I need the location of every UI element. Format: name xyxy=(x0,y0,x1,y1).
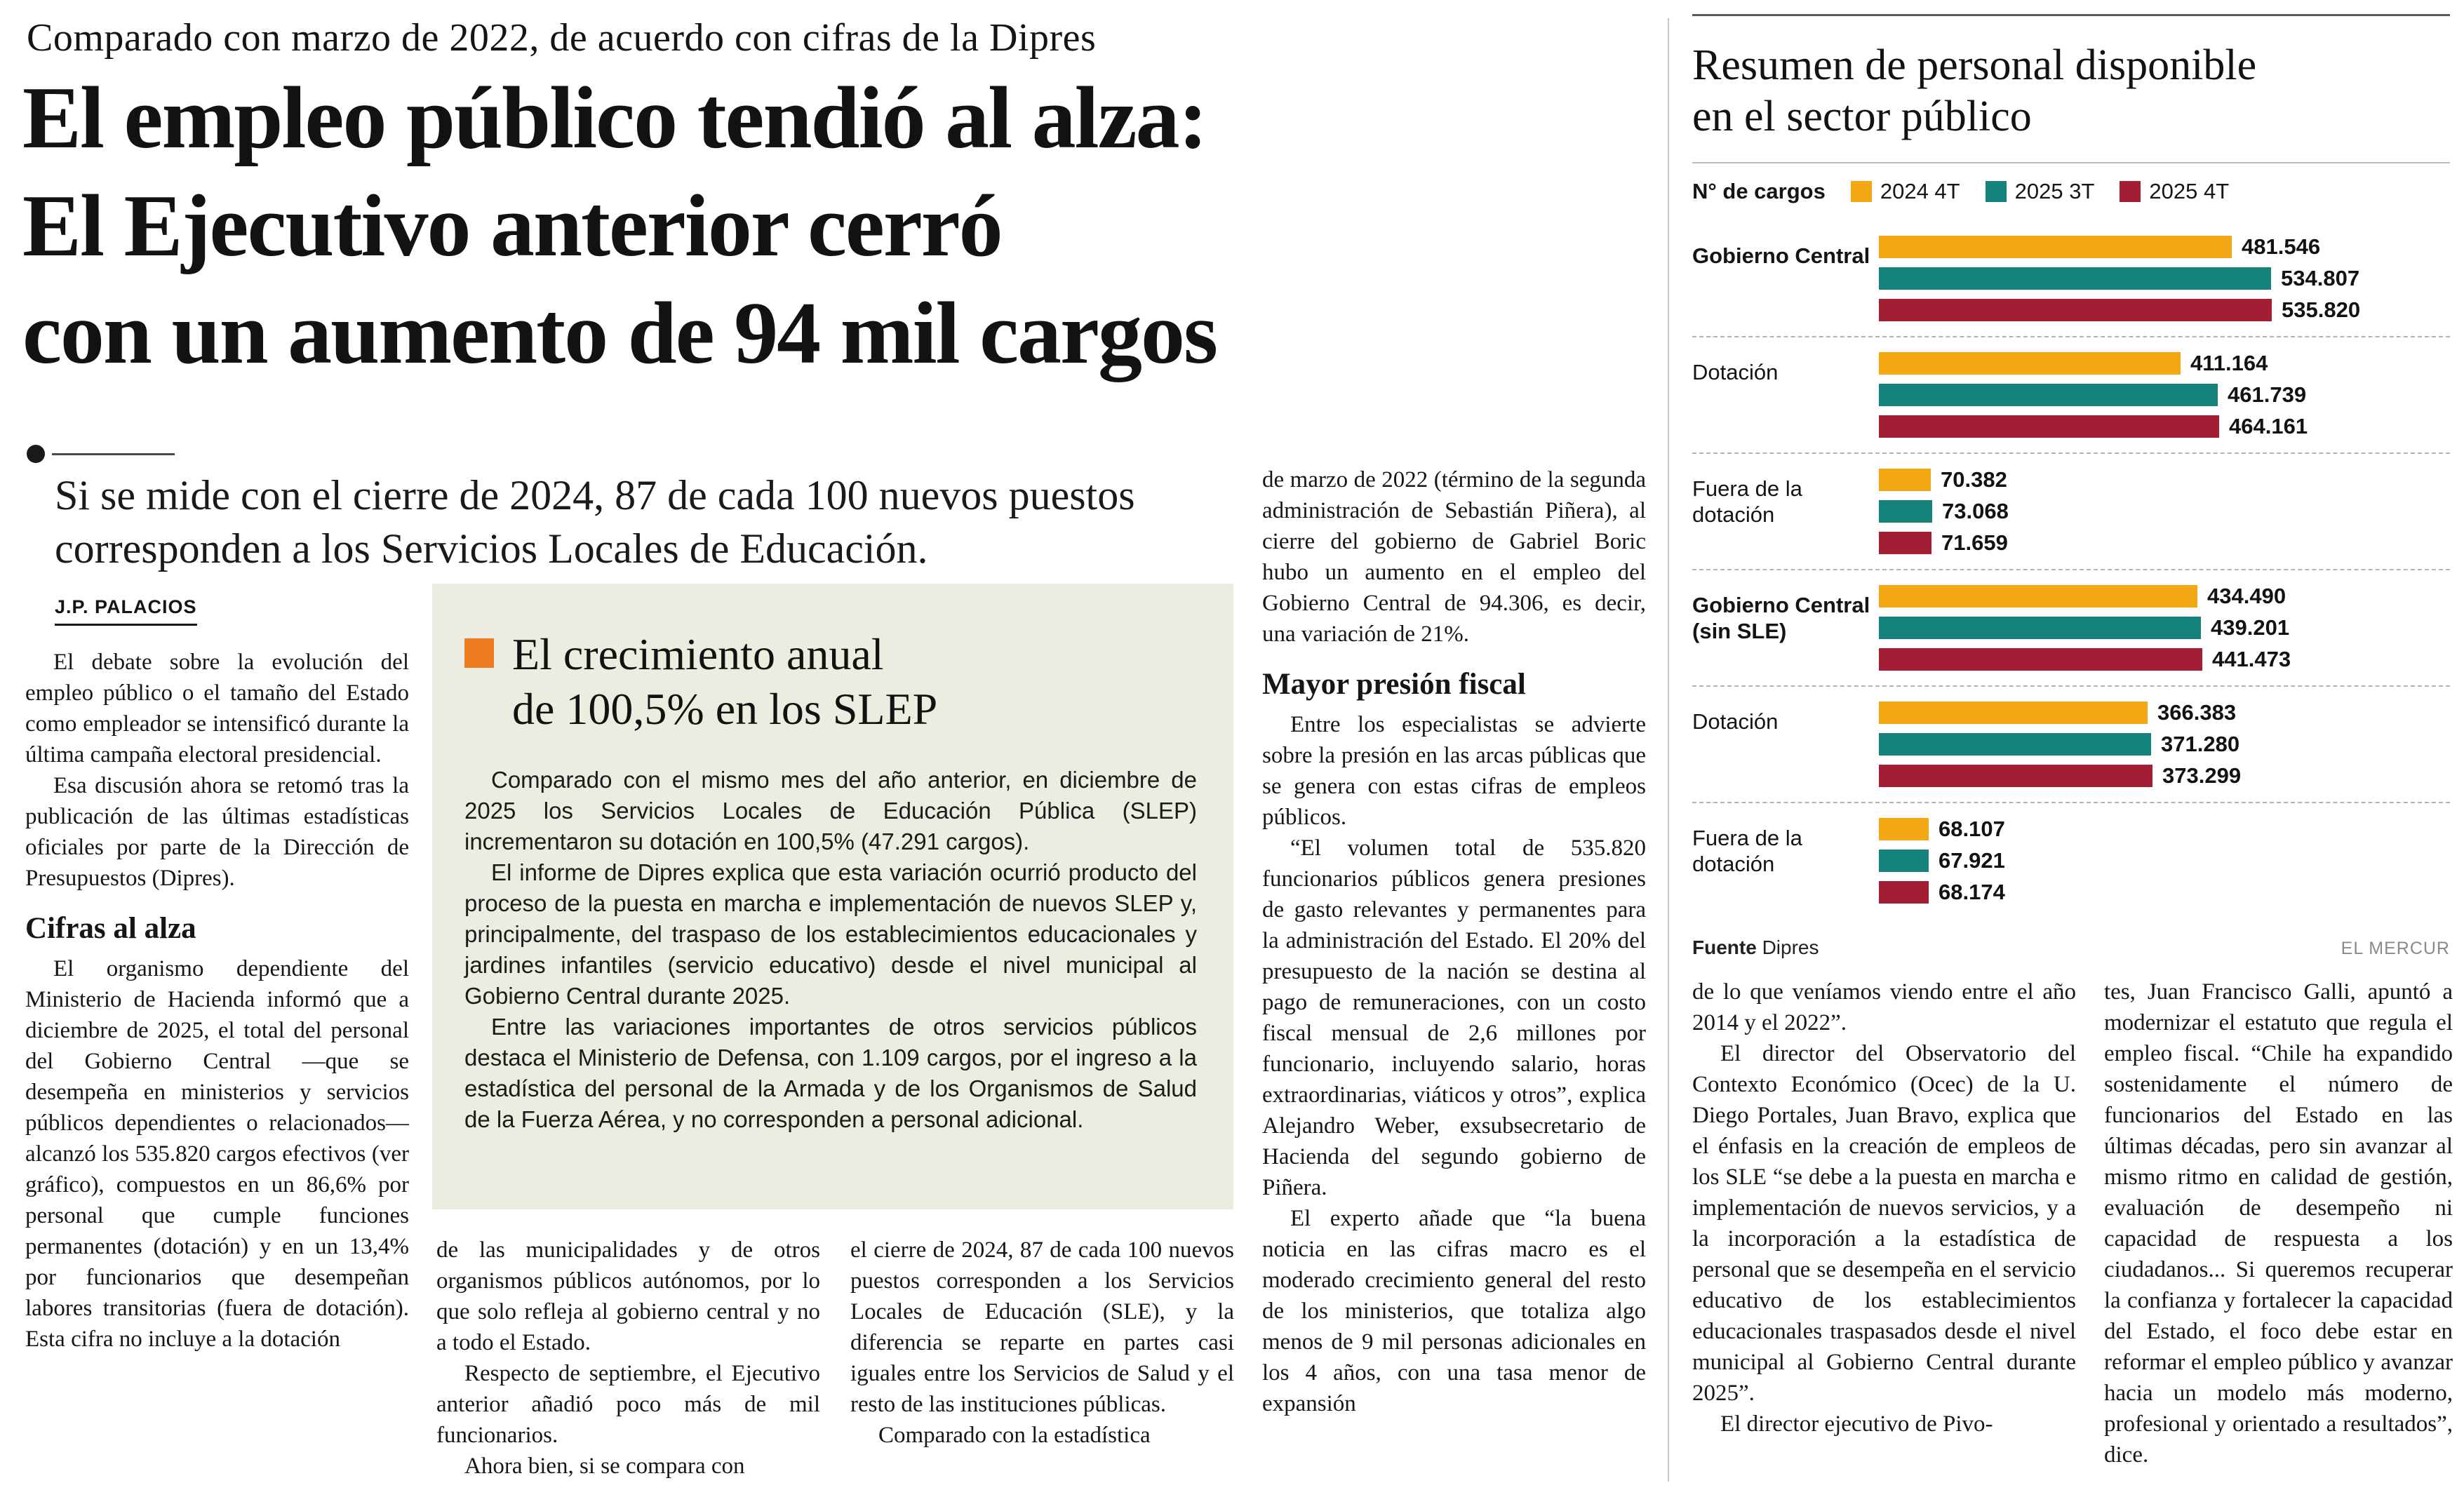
chart-group xyxy=(1692,337,2450,454)
chart-bar xyxy=(1879,532,1931,554)
chart-category-label: Dotación xyxy=(1692,360,1779,385)
chart-bar-row xyxy=(1879,848,2450,873)
article-column-1 xyxy=(25,647,409,1490)
chart-bar-row xyxy=(1879,732,2450,757)
chart-groups xyxy=(1692,221,2450,918)
chart-panel xyxy=(1692,14,2450,959)
chart-bar xyxy=(1879,469,1931,491)
chart-source xyxy=(1692,937,1819,959)
chart-category-label: Gobierno Central (sin SLE) xyxy=(1692,593,1870,644)
box-title-row xyxy=(464,627,1197,737)
legend-swatch-icon xyxy=(1986,181,2007,202)
chart-bar-row xyxy=(1879,266,2450,291)
legend-swatch-icon xyxy=(1851,181,1872,202)
article-column-3 xyxy=(850,1235,1234,1490)
chart-bar-row xyxy=(1879,880,2450,905)
section-subhead-presion: Mayor presión fiscal xyxy=(1262,668,1526,701)
paragraph: Entre los especialistas se advierte sobre la presión en las arcas públicas que se genera con estas cifras de empleos públicos. xyxy=(1262,712,1646,831)
chart-bar-value: 411.164 xyxy=(2190,351,2268,376)
article-column-5 xyxy=(1692,976,2076,1490)
paragraph: de marzo de 2022 (término de la segunda administración de Sebastián Piñera), al cierre del gobierno de Gabriel Boric hubo un aumento en el empleo del Gobierno Central de 94.306, es decir, una variación de 21%. xyxy=(1262,467,1646,647)
paragraph: Respecto de septiembre, el Ejecutivo anterior añadió poco más de mil funcionarios. xyxy=(436,1361,820,1448)
chart-bar xyxy=(1879,733,2151,756)
paragraph: tes, Juan Francisco Galli, apuntó a modernizar el estatuto que regula el empleo fiscal. “Chile ha expandido sostenidamente el número de funcionarios del Estado en las últimas décadas, pero sin avanzar al mismo ritmo en calidad de gestión, evaluación de desempeño ni capacidad de respuesta a los ciudadanos... Si queremos recuperar la confianza y fortalecer la capacidad del Estado, el foco debe estar en reformar el empleo público y avanzar hacia un modelo más moderno, profesional y orientado a resultados”, dice. xyxy=(2104,979,2453,1468)
chart-bar-value: 67.921 xyxy=(1939,848,2005,873)
kicker: Comparado con marzo de 2022, de acuerdo con cifras de la Dipres xyxy=(27,16,1097,60)
chart-bar xyxy=(1879,850,1929,872)
box-title xyxy=(512,627,937,737)
column-divider xyxy=(1668,18,1669,1482)
chart-bar-stack xyxy=(1879,584,2450,672)
chart-source-label: Fuente xyxy=(1692,937,1757,959)
paragraph: El informe de Dipres explica que esta variación ocurrió producto del proceso de la puesta en marcha e implementación de nuevos SLEP y, principalmente, del traspaso de los establecimientos educacionales y jardines infantiles (servicio educativo) desde el nivel municipal al Gobierno Central durante 2025. xyxy=(464,859,1197,1009)
chart-top-rule xyxy=(1692,14,2450,16)
chart-bar-value: 366.383 xyxy=(2157,700,2237,725)
chart-bar-value: 441.473 xyxy=(2212,647,2291,672)
chart-bar-row xyxy=(1879,584,2450,609)
chart-bar-value: 461.739 xyxy=(2228,382,2307,408)
paragraph: Esa discusión ahora se retomó tras la publicación de las últimas estadísticas oficiales por parte de la Dirección de Presupuestos (Dipres). xyxy=(25,773,409,891)
box-title-line-1: El crecimiento anual xyxy=(512,629,884,679)
chart-title xyxy=(1692,40,2450,142)
chart-bar-value: 71.659 xyxy=(1941,530,2008,556)
legend-item xyxy=(1986,179,2095,204)
chart-bar-stack xyxy=(1879,817,2450,905)
paragraph: Comparado con la estadística xyxy=(878,1423,1151,1448)
chart-bar-row xyxy=(1879,414,2450,439)
paragraph: El organismo dependiente del Ministerio de Hacienda informó que a diciembre de 2025, el total del personal del Gobierno Central —que se desempeña en ministerios y servicios públicos dependientes o relacionados— alcanzó los 535.820 cargos efectivos (ver gráfico), compuestos en un 86,6% por personal que cumple funciones permanentes (dotación) y en un 13,4% por funcionarios que desempeñan labores transitorias (fuera de dotación). Esta cifra no incluye a la dotación xyxy=(25,956,409,1353)
legend-swatch-icon xyxy=(2120,181,2141,202)
chart-bar-row xyxy=(1879,297,2450,323)
chart-bar-row xyxy=(1879,467,2450,492)
paragraph: Comparado con el mismo mes del año anterior, en diciembre de 2025 los Servicios Locales de Educación Pública (SLEP) incrementaron su dotación en 100,5% (47.291 cargos). xyxy=(464,767,1197,855)
bullet-dot-icon xyxy=(27,445,45,463)
legend-title: N° de cargos xyxy=(1692,179,1826,204)
chart-title-line-2: en el sector público xyxy=(1692,93,2032,141)
chart-title-rule xyxy=(1692,162,2450,163)
paragraph: el cierre de 2024, 87 de cada 100 nuevos puestos corresponden a los Servicios Locales de Educación (SLE), y la diferencia se reparte en partes casi iguales entre los Servicios de Salud y el resto de las instituciones públicas. xyxy=(850,1237,1234,1417)
chart-bar-value: 70.382 xyxy=(1941,467,2007,492)
chart-title-line-1: Resumen de personal disponible xyxy=(1692,41,2257,89)
highlight-box xyxy=(432,584,1233,1209)
chart-bar-stack xyxy=(1879,700,2450,788)
chart-bar xyxy=(1879,585,2197,608)
chart-category-label: Dotación xyxy=(1692,709,1779,734)
chart-bar-value: 68.107 xyxy=(1939,817,2005,842)
chart-bar-row xyxy=(1879,615,2450,640)
divider-line xyxy=(52,453,175,455)
paragraph: de las municipalidades y de otros organismos públicos autónomos, por lo que solo refleja al gobierno central y no a todo el Estado. xyxy=(436,1237,820,1355)
byline: J.P. PALACIOS xyxy=(55,596,197,626)
legend-items xyxy=(1851,179,2229,204)
paragraph: “El volumen total de 535.820 funcionarios públicos genera presiones de gasto relevantes y permanentes para la administración del Estado. El 20% del presupuesto de la nación se destina al pago de remuneraciones, con un costo fiscal mensual de 2,6 millones por funcionario, incluyendo salario, horas extraordinarias, viáticos y otros”, explica Alejandro Weber, exsubsecretario de Hacienda del segundo gobierno de Piñera. xyxy=(1262,835,1646,1201)
legend-item xyxy=(2120,179,2229,204)
article-column-4 xyxy=(1262,464,1646,1490)
chart-bar-stack xyxy=(1879,234,2450,323)
chart-bar xyxy=(1879,236,2232,258)
paragraph: El director ejecutivo de Pivo- xyxy=(1720,1411,1993,1437)
headline-line-2: El Ejecutivo anterior cerró xyxy=(22,177,1002,275)
chart-bar-value: 73.068 xyxy=(1942,499,2009,524)
chart-bar-row xyxy=(1879,499,2450,524)
chart-bar-value: 371.280 xyxy=(2161,732,2240,757)
chart-legend xyxy=(1692,179,2450,204)
chart-bar-value: 464.161 xyxy=(2229,414,2308,439)
chart-category-label: Gobierno Central xyxy=(1692,243,1870,269)
chart-bar xyxy=(1879,299,2272,321)
chart-bar xyxy=(1879,881,1929,904)
headline xyxy=(22,65,1671,388)
chart-category-label: Fuera de la dotación xyxy=(1692,826,1802,877)
paragraph: Entre las variaciones importantes de otros servicios públicos destaca el Ministerio de Defensa, con 1.109 cargos, por el ingreso a la estadística del personal de la Armada y de los Organismos de Salud de la Fuerza Aérea, y no corresponden a personal adicional. xyxy=(464,1014,1197,1133)
box-title-line-2: de 100,5% en los SLEP xyxy=(512,684,938,734)
chart-bar-value: 534.807 xyxy=(2281,266,2360,291)
chart-bar xyxy=(1879,818,1929,840)
paragraph: Ahora bien, si se compara con xyxy=(464,1454,745,1479)
deck: Si se mide con el cierre de 2024, 87 de cada 100 nuevos puestos corresponden a los Servicios Locales de Educación. xyxy=(55,472,1135,572)
chart-bar-value: 434.490 xyxy=(2207,584,2286,609)
chart-bar xyxy=(1879,500,1932,523)
section-subhead-cifras: Cifras al alza xyxy=(25,912,196,945)
chart-bar-value: 373.299 xyxy=(2162,763,2242,788)
chart-footer xyxy=(1692,937,2450,959)
legend-series-label: 2024 4T xyxy=(1880,179,1960,204)
paragraph: El debate sobre la evolución del empleo público o el tamaño del Estado como empleador se intensificó durante la última campaña electoral presidencial. xyxy=(25,650,409,767)
legend-series-label: 2025 4T xyxy=(2149,179,2230,204)
paragraph: El experto añade que “la buena noticia en las cifras macro es el moderado crecimiento general del resto de los ministerios, que totaliza algo menos de 9 mil personas adicionales en los 4 años, con una tasa menor de expansión xyxy=(1262,1206,1646,1417)
chart-group xyxy=(1692,687,2450,803)
chart-group xyxy=(1692,570,2450,687)
chart-bar xyxy=(1879,617,2201,639)
chart-category-label: Fuera de la dotación xyxy=(1692,476,1802,528)
headline-divider xyxy=(27,445,175,463)
paragraph: de lo que veníamos viendo entre el año 2014 y el 2022”. xyxy=(1692,979,2076,1035)
chart-bar-value: 535.820 xyxy=(2282,297,2361,323)
box-bullet-icon xyxy=(464,638,494,668)
article-column-2 xyxy=(436,1235,820,1490)
chart-bar-row xyxy=(1879,234,2450,260)
paragraph: El director del Observatorio del Contexto Económico (Ocec) de la U. Diego Portales, Juan Bravo, explica que el énfasis en la creación de empleos de los SLE “se debe a la puesta en marcha e implementación de nuevos servicios, y a la incorporación a la estadística de personal que se desempeña en el servicio educativo de los establecimientos educacionales traspasados desde el nivel municipal al Gobierno Central durante 2025”. xyxy=(1692,1041,2076,1406)
chart-bar-row xyxy=(1879,700,2450,725)
legend-item xyxy=(1851,179,1960,204)
legend-series-label: 2025 3T xyxy=(2014,179,2095,204)
article-column-6 xyxy=(2104,976,2453,1490)
chart-group xyxy=(1692,454,2450,570)
chart-group xyxy=(1692,221,2450,337)
chart-bar xyxy=(1879,352,2181,375)
chart-bar-row xyxy=(1879,763,2450,788)
chart-bar xyxy=(1879,415,2219,438)
chart-group xyxy=(1692,803,2450,918)
chart-bar-row xyxy=(1879,382,2450,408)
chart-bar xyxy=(1879,267,2271,290)
chart-source-value: Dipres xyxy=(1762,937,1819,959)
chart-bar-row xyxy=(1879,817,2450,842)
chart-bar-row xyxy=(1879,647,2450,672)
chart-bar xyxy=(1879,765,2152,787)
chart-bar-value: 439.201 xyxy=(2211,615,2290,640)
chart-bar-stack xyxy=(1879,351,2450,439)
chart-bar xyxy=(1879,648,2202,671)
chart-bar-value: 68.174 xyxy=(1939,880,2005,905)
chart-bar-value: 481.546 xyxy=(2242,234,2321,260)
headline-line-1: El empleo público tendió al alza: xyxy=(22,69,1207,167)
headline-line-3: con un aumento de 94 mil cargos xyxy=(22,285,1217,383)
chart-credit: EL MERCUR xyxy=(2341,939,2450,959)
chart-bar-stack xyxy=(1879,467,2450,556)
chart-bar xyxy=(1879,384,2218,406)
chart-bar-row xyxy=(1879,351,2450,376)
chart-bar xyxy=(1879,702,2148,724)
chart-bar-row xyxy=(1879,530,2450,556)
